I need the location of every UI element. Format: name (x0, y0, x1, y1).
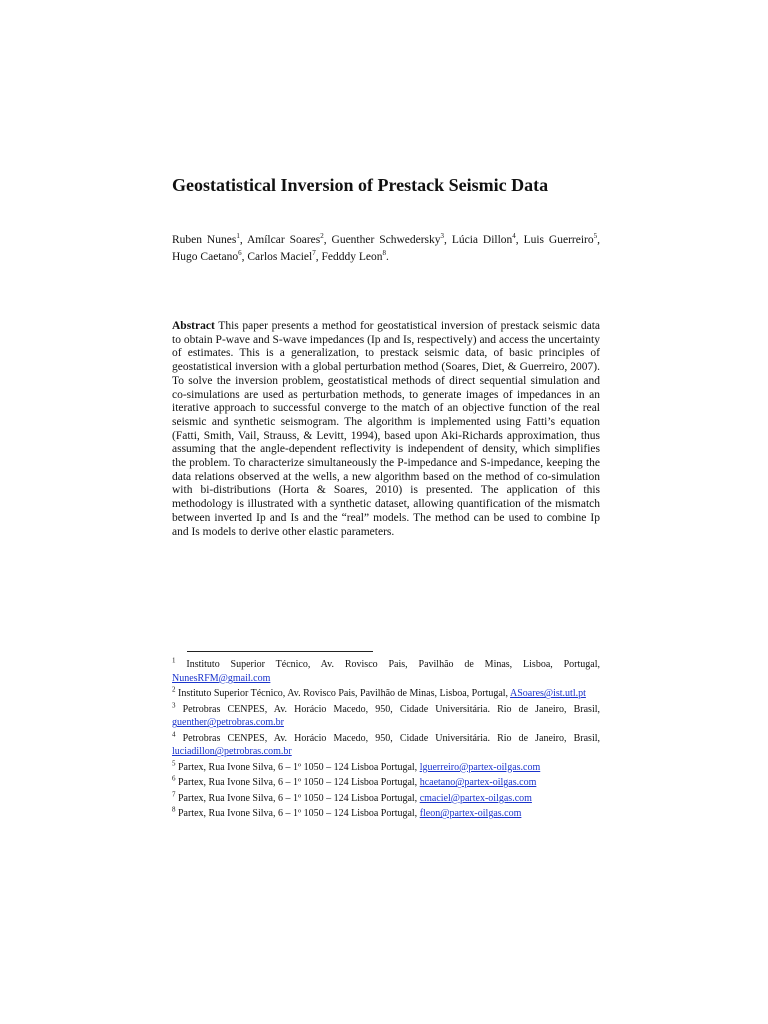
author-name: Hugo Caetano (172, 251, 239, 263)
author-list (172, 232, 600, 266)
abstract-label: Abstract (172, 320, 215, 332)
author-affiliation-number: 5 (593, 232, 598, 241)
footnote-affiliation: Instituto Superior Técnico, Av. Rovisco Pais, Pavilhão de Minas, Lisboa, Portugal, (175, 688, 511, 700)
author-affiliation-number: 6 (238, 249, 242, 258)
author-separator: , (597, 234, 600, 246)
author-separator: , (239, 234, 247, 246)
author-separator: , (323, 234, 332, 246)
author-separator: , (315, 251, 322, 263)
footnote (172, 761, 600, 775)
footnote-email-link[interactable]: lguerreiro@partex-oilgas.com (419, 761, 541, 773)
footnote-divider (187, 651, 373, 652)
footnote-email-link[interactable]: luciadillon@petrobras.com.br (172, 746, 292, 758)
footnote-number: 7 (172, 790, 176, 799)
footnote (172, 776, 600, 790)
author-affiliation-number: 1 (236, 232, 240, 241)
abstract (172, 320, 600, 539)
footnote-affiliation: Petrobras CENPES, Av. Horácio Macedo, 950, Cidade Universitária. Rio de Janeiro, Brasil, (175, 732, 600, 744)
author-affiliation-number: 2 (320, 232, 324, 241)
author-separator: , (241, 251, 248, 263)
footnote-affiliation: Partex, Rua Ivone Silva, 6 – 1º 1050 – 124 Lisboa Portugal, (175, 808, 420, 820)
footnote-affiliation: Partex, Rua Ivone Silva, 6 – 1º 1050 – 124 Lisboa Portugal, (175, 761, 420, 773)
footnote-number: 3 (172, 701, 176, 710)
footnote (172, 792, 600, 806)
author-separator: . (385, 251, 389, 263)
footnote (172, 732, 600, 759)
footnote-number: 8 (172, 805, 176, 814)
author-affiliation-number: 7 (312, 249, 316, 258)
footnote-email-link[interactable]: cmaciel@partex-oilgas.com (419, 792, 532, 804)
footnote (172, 807, 600, 821)
author-name: Guenther Schwedersky (331, 234, 441, 246)
author-name: Carlos Maciel (247, 251, 313, 263)
footnote (172, 687, 600, 701)
footnote-email-link[interactable]: NunesRFM@gmail.com (172, 672, 271, 684)
footnote-number: 5 (172, 759, 176, 768)
footnotes (172, 658, 600, 821)
author-separator: , (515, 234, 524, 246)
footnote-affiliation: Partex, Rua Ivone Silva, 6 – 1º 1050 – 124 Lisboa Portugal, (175, 777, 420, 789)
footnote-email-link[interactable]: fleon@partex-oilgas.com (419, 808, 522, 820)
footnote-email-link[interactable]: guenther@petrobras.com.br (172, 717, 284, 729)
footnote-affiliation: Petrobras CENPES, Av. Horácio Macedo, 950, Cidade Universitária. Rio de Janeiro, Brasil, (175, 703, 600, 715)
footnote-number: 2 (172, 685, 176, 694)
author-affiliation-number: 4 (512, 232, 516, 241)
author-affiliation-number: 8 (382, 249, 386, 258)
footnote-number: 4 (172, 730, 176, 739)
author-name: Lúcia Dillon (451, 234, 513, 246)
footnote-email-link[interactable]: hcaetano@partex-oilgas.com (419, 777, 537, 789)
author-separator: , (444, 234, 452, 246)
footnote-number: 1 (172, 656, 176, 665)
abstract-text: This paper presents a method for geostatistical inversion of prestack seismic data to obtain P-wave and S-wave impedances (Ip and Is, respectively) and access the uncertainty of estimates. This is a generalization, to prestack seismic data, of basic principles of geostatistical inversion with a global perturbation method (Soares, Diet, & Guerreiro, 2007). To solve the inversion problem, geostatistical methods of direct sequential simulation and co-simulations are used as perturbation methods, to generate images of impedances in an iterative approach to successful converge to the match of an objective function of the real seismic and synthetic seismogram. The algorithm is implemented using Fatti’s equation (Fatti, Smith, Vail, Strauss, & Levitt, 1994), based upon Aki-Richards approximation, thus assuming that the angle-dependent reflectivity is independent of density, which simplifies the problem. To characterize simultaneously the P-impedance and S-impedance, keeping the data relations observed at the wells, a new algorithm based on the method of co-simulation with bi-distributions (Horta & Soares, 2010) is presented. The application of this methodology is illustrated with a synthetic dataset, allowing quantification of the mismatch between inverted Ip and Is and the “real” models. The method can be used to combine Ip and Is models to derive other elastic parameters. (172, 320, 600, 538)
author-affiliation-number: 3 (440, 232, 445, 241)
author-name: Ruben Nunes (172, 234, 237, 246)
footnote-email-link[interactable]: ASoares@ist.utl.pt (510, 688, 586, 700)
footnote-affiliation: Instituto Superior Técnico, Av. Rovisco Pais, Pavilhão de Minas, Lisboa, Portugal, (175, 659, 600, 670)
footnote-number: 6 (172, 774, 176, 783)
paper-title: Geostatistical Inversion of Prestack Seismic Data (172, 175, 549, 195)
footnote (172, 658, 600, 685)
author-name: Luis Guerreiro (523, 234, 594, 246)
footnote (172, 703, 600, 730)
footnote-affiliation: Partex, Rua Ivone Silva, 6 – 1º 1050 – 124 Lisboa Portugal, (175, 792, 420, 804)
author-name: Fedddy Leon (321, 251, 383, 263)
author-name: Amílcar Soares (246, 234, 321, 246)
